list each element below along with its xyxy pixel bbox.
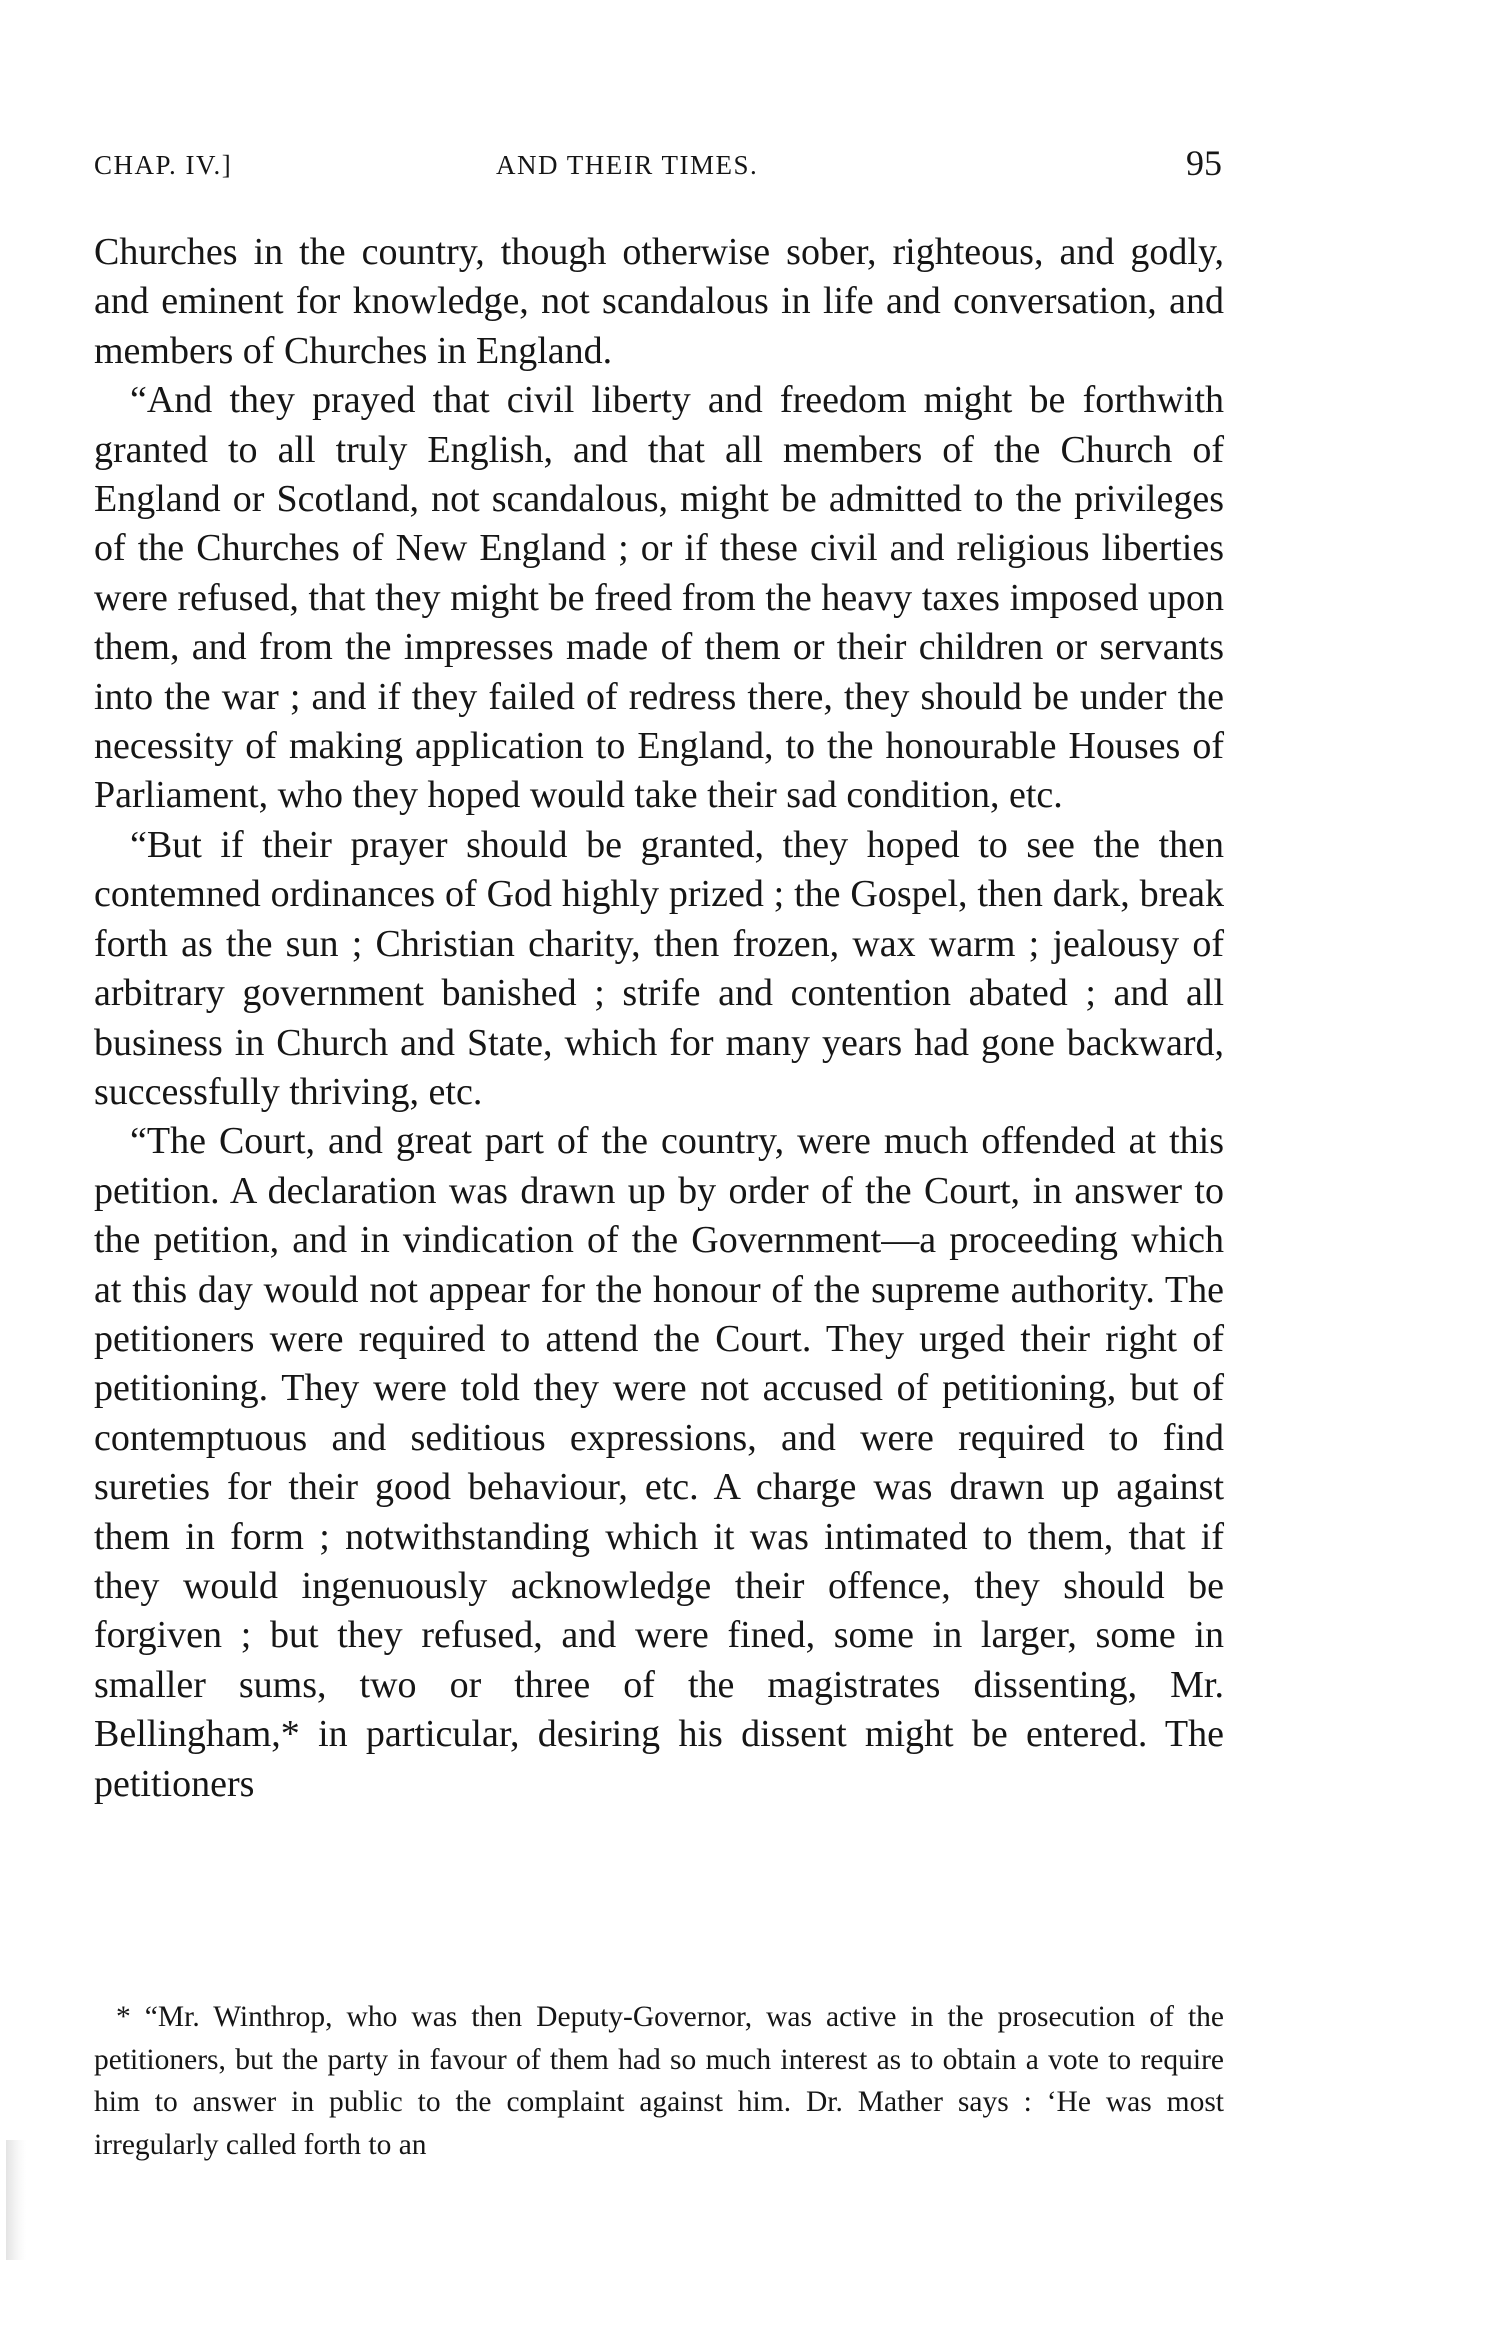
page-number: 95: [1186, 143, 1222, 183]
chapter-label: CHAP. IV.]: [94, 150, 233, 180]
paragraph-1: Churches in the country, though otherwise sober, righteous, and godly, and eminent for knowledge, not scandalous in life and conversation, and members of Churches in England.: [94, 231, 1224, 372]
scan-edge-shadow: [6, 2140, 26, 2260]
running-title: AND THEIR TIMES.: [496, 150, 759, 180]
footnote: [94, 1996, 1224, 2166]
running-head: [94, 143, 1222, 196]
paragraph-4: “The Court, and great part of the country, were much offended at this petition. A declaration was drawn up by order of the Court, in answer to the petition, and in vindication of the Government—a proceeding which at this day would not appear for the honour of the supreme authority. The petitioners were required to attend the Court. They urged their right of petitioning. They were told they were not accused of petitioning, but of contemptuous and seditious expressions, and were required to find sureties for their good behaviour, etc. A charge was drawn up against them in form ; notwithstanding which it was intimated to them, that if they would ingenuously acknowledge their offence, they should be forgiven ; but they refused, and were fined, some in larger, some in smaller sums, two or three of the magistrates dissenting, Mr. Bellingham,* in particular, desiring his dissent might be entered. The petitioners: [94, 1120, 1224, 1805]
paragraph-2: “And they prayed that civil liberty and freedom might be forthwith granted to all truly English, and that all members of the Church of England or Scotland, not scandalous, might be admitted to the privileges of the Churches of New England ; or if these civil and religious liberties were refused, that they might be freed from the heavy taxes imposed upon them, and from the impresses made of them or their children or servants into the war ; and if they failed of redress there, they should be under the necessity of making application to England, to the honourable Houses of Parliament, who they hoped would take their sad condition, etc.: [94, 379, 1224, 817]
footnote-text: * “Mr. Winthrop, who was then Deputy-Governor, was active in the prosecution of the petitioners, but the party in favour of them had so much interest as to obtain a vote to require him to answer in public to the complaint against him. Dr. Mather says : ‘He was most irregularly called forth to an: [94, 2001, 1224, 2161]
body-text: [94, 228, 1224, 1809]
paragraph-3: “But if their prayer should be granted, they hoped to see the then contemned ordinances of God highly prized ; the Gospel, then dark, break forth as the sun ; Christian charity, then frozen, wax warm ; jealousy of arbitrary government banished ; strife and contention abated ; and all business in Church and State, which for many years had gone backward, successfully thriving, etc.: [94, 823, 1224, 1113]
